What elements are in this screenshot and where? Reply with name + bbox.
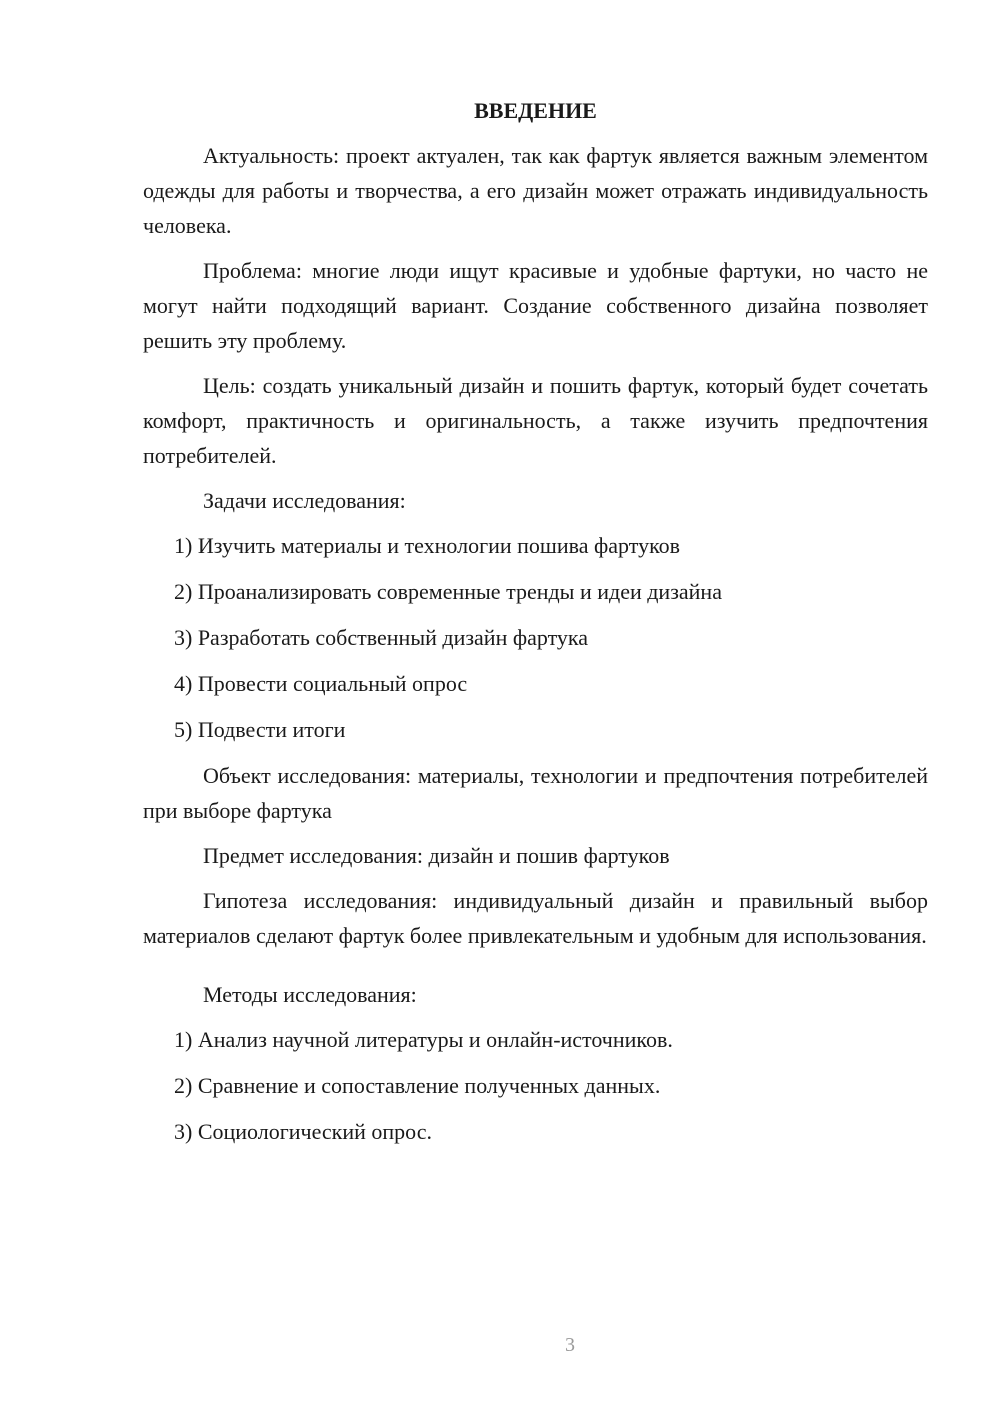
methods-heading: Методы исследования:	[203, 982, 417, 1007]
task-item: 1) Изучить материалы и технологии пошива фартуков	[174, 533, 681, 558]
subject-paragraph: Предмет исследования: дизайн и пошив фартуков	[203, 843, 670, 868]
hypothesis-paragraph: Гипотеза исследования: индивидуальный дизайн и правильный выбор материалов сделают фартук более привлекательным и удобным для использования.	[143, 888, 928, 948]
task-item: 2) Проанализировать современные тренды и идеи дизайна	[174, 579, 722, 604]
method-item: 1) Анализ научной литературы и онлайн-источников.	[174, 1027, 673, 1052]
task-item: 5) Подвести итоги	[174, 717, 346, 742]
problem-paragraph: Проблема: многие люди ищут красивые и удобные фартуки, но часто не могут найти подходящий вариант. Создание собственного дизайна позволяет решить эту проблему.	[143, 258, 928, 353]
method-item: 2) Сравнение и сопоставление полученных данных.	[174, 1073, 661, 1098]
method-item: 3) Социологический опрос.	[174, 1119, 432, 1144]
relevance-paragraph: Актуальность: проект актуален, так как фартук является важным элементом одежды для работы и творчества, а его дизайн может отражать индивидуальность человека.	[143, 143, 928, 238]
section-title: ВВЕДЕНИЕ	[474, 98, 597, 123]
task-item: 3) Разработать собственный дизайн фартука	[174, 625, 589, 650]
goal-paragraph: Цель: создать уникальный дизайн и пошить фартук, который будет сочетать комфорт, практичность и оригинальность, а также изучить предпочтения потребителей.	[143, 373, 928, 468]
page-content	[143, 93, 928, 1160]
page-number: 3	[565, 1334, 575, 1356]
object-paragraph: Объект исследования: материалы, технологии и предпочтения потребителей при выборе фартука	[143, 763, 928, 823]
tasks-heading: Задачи исследования:	[203, 488, 406, 513]
task-item: 4) Провести социальный опрос	[174, 671, 468, 696]
